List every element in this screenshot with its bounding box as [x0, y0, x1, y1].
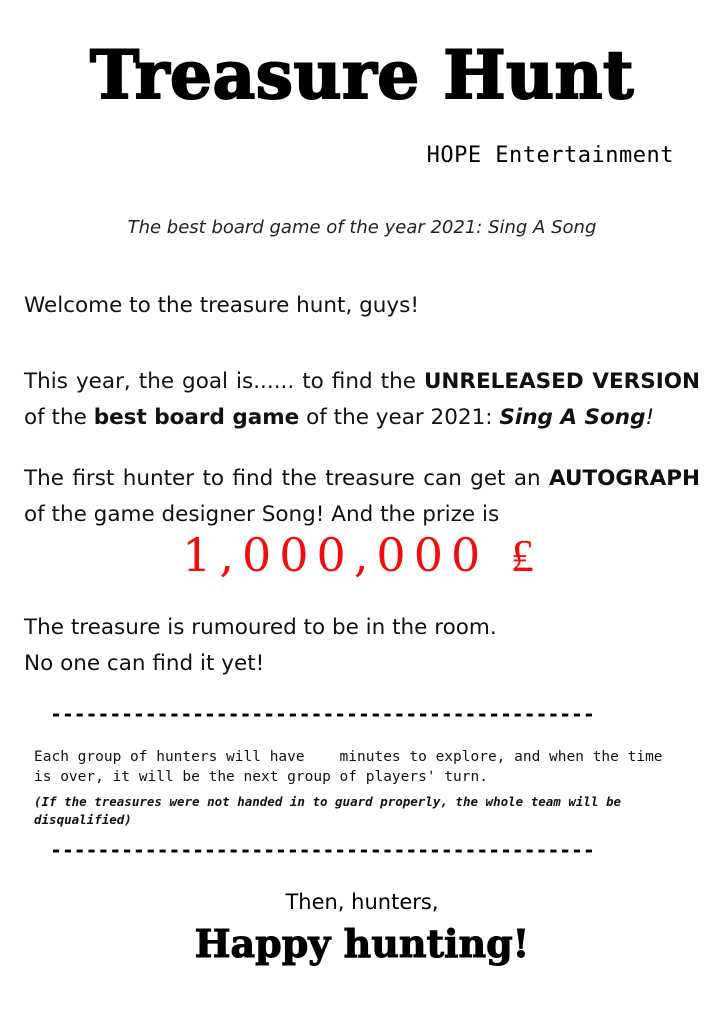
- autograph-text-1: The first hunter to find the treasure can get an: [24, 466, 550, 491]
- best-board-game-text: best board game: [93, 405, 300, 430]
- welcome-text: Welcome to the treasure hunt, guys!: [24, 293, 419, 318]
- goal-text-2: of the: [24, 405, 94, 430]
- closing-text: Then, hunters,: [285, 890, 439, 914]
- rumour-paragraph: [24, 610, 700, 682]
- goal-paragraph: [24, 364, 700, 436]
- goal-text-1: This year, the goal is...... to find the: [24, 369, 424, 394]
- rumour-line-2: No one can find it yet!: [24, 651, 265, 676]
- autograph-text-2: of the game designer Song! And the prize is: [24, 502, 500, 527]
- unreleased-version-text: UNRELEASED VERSION: [423, 369, 700, 394]
- happy-hunting-heading: Happy hunting!: [194, 921, 530, 966]
- rules-text: Each group of hunters will have minutes to explore, and when the time is over, it will be the next group of players' turn.: [34, 749, 672, 785]
- divider-bottom: ----------------------------------------------: [50, 840, 595, 860]
- autograph-word: AUTOGRAPH: [549, 466, 700, 491]
- flyer-title: Treasure Hunt: [89, 36, 635, 114]
- goal-text-3: of the year 2021:: [299, 405, 500, 430]
- prize-amount: 1,000,000 ₤: [182, 528, 542, 582]
- autograph-paragraph: [24, 461, 700, 533]
- game-name-text: Sing A Song: [499, 405, 646, 430]
- goal-end-text: !: [645, 405, 655, 430]
- divider-top: ----------------------------------------------: [50, 704, 595, 724]
- rules-note: (If the treasures were not handed in to guard properly, the whole team will be disqualified): [34, 794, 621, 827]
- tagline: The best board game of the year 2021: Sing A Song: [127, 217, 597, 238]
- company-name: HOPE Entertainment: [426, 143, 674, 168]
- rumour-line-1: The treasure is rumoured to be in the room.: [24, 615, 497, 640]
